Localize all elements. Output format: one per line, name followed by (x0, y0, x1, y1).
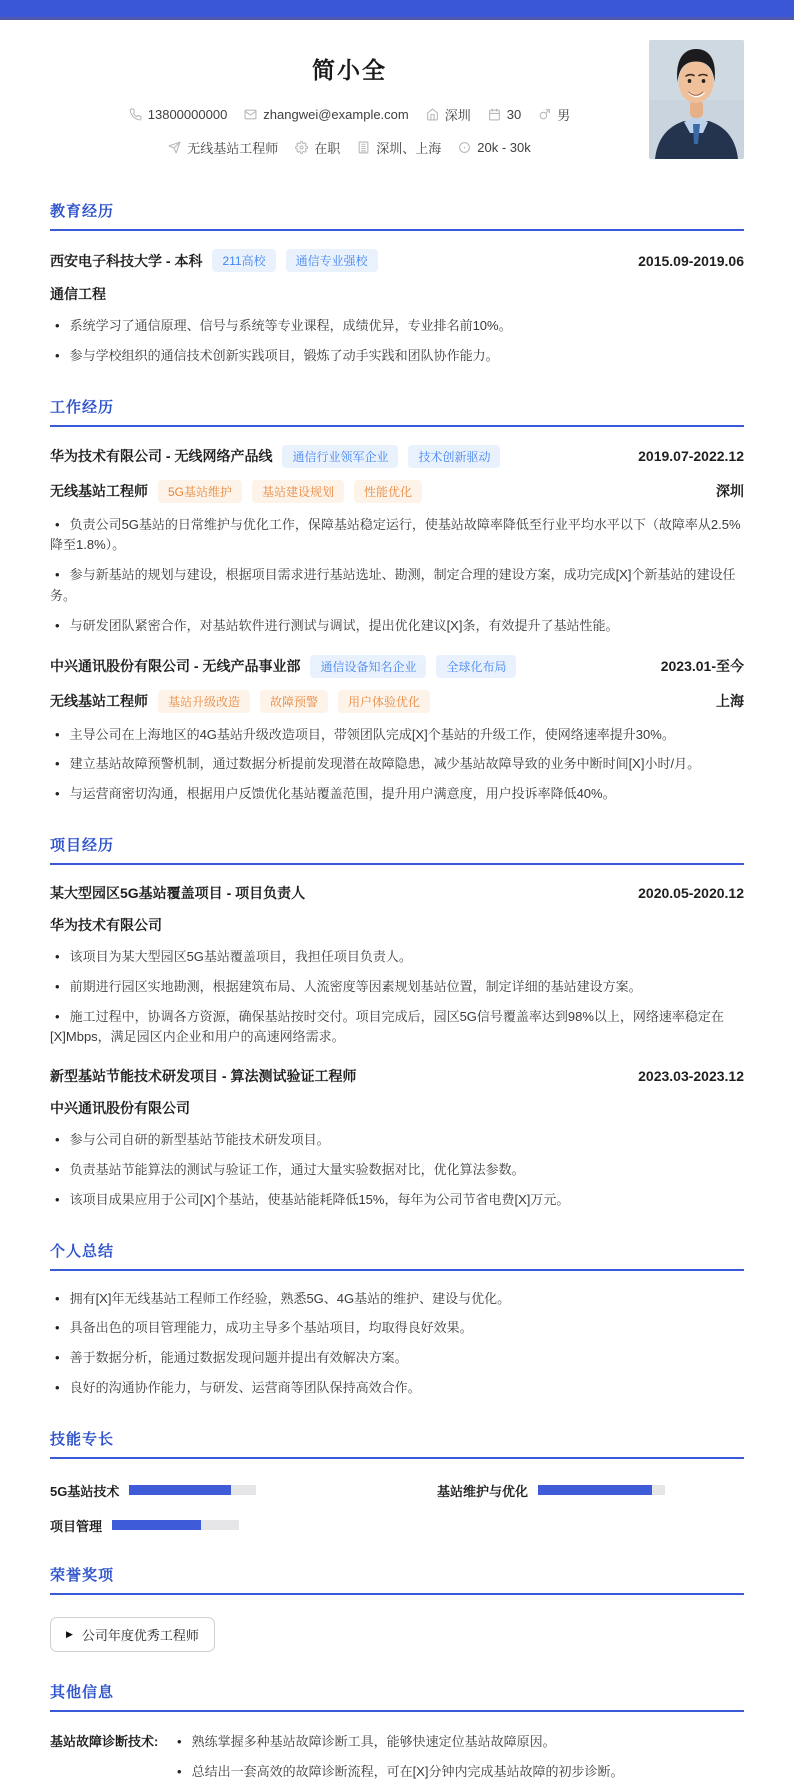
bullet-item: • 主导公司在上海地区的4G基站升级改造项目，带领团队完成[X]个基站的升级工作，使网络速率提升30%。 (50, 725, 744, 746)
other-info-label: 基站故障诊断技术: (50, 1733, 159, 1749)
salary-icon (458, 141, 471, 154)
company-name: 华为技术有限公司 - 无线网络产品线 (50, 448, 273, 465)
paper-plane-icon (168, 141, 181, 154)
phone-icon (129, 108, 142, 121)
mail-icon (244, 108, 257, 121)
section-honors (50, 1564, 744, 1652)
resume-page (0, 20, 794, 1791)
contact-email (244, 107, 408, 122)
education-date: 2015.09-2019.06 (638, 252, 744, 269)
section-work (50, 396, 744, 805)
home-icon (426, 108, 439, 121)
honor-item-button[interactable] (50, 1617, 215, 1652)
education-major: 通信工程 (50, 286, 106, 302)
section-title-other: 其他信息 (50, 1681, 744, 1712)
work-entry (50, 445, 744, 637)
work-location: 上海 (716, 693, 744, 710)
skill-name: 项目管理 (50, 1518, 103, 1534)
email-text: zhangwei@example.com (263, 107, 409, 122)
contact-job-title (168, 138, 278, 157)
city-text: 深圳 (444, 108, 471, 123)
role-title: 无线基站工程师 (50, 483, 148, 500)
company-tag: 通信行业领军企业 (282, 445, 398, 468)
role-tag: 故障预警 (260, 690, 328, 713)
intent-cities-text: 深圳、上海 (376, 141, 442, 156)
phone-text: 13800000000 (147, 107, 228, 122)
skill-name: 5G基站技术 (50, 1483, 120, 1499)
status-text: 在职 (314, 141, 341, 156)
section-other (50, 1681, 744, 1791)
bullet-item: • 良好的沟通协作能力，与研发、运营商等团队保持高效合作。 (50, 1378, 744, 1399)
contact-age (488, 107, 521, 122)
section-title-work: 工作经历 (50, 396, 744, 427)
bullet-item: • 该项目为某大型园区5G基站覆盖项目，我担任项目负责人。 (50, 947, 744, 968)
skill-item (50, 1516, 357, 1535)
top-accent-bar (0, 0, 794, 20)
bullet-item: • 熟练掌握多种基站故障诊断工具，能够快速定位基站故障原因。 (172, 1732, 744, 1753)
project-entry (50, 1066, 744, 1210)
profile-photo-illustration (649, 40, 744, 159)
project-name: 某大型园区5G基站覆盖项目 - 项目负责人 (50, 884, 306, 901)
role-tag: 用户体验优化 (338, 690, 430, 713)
section-summary (50, 1240, 744, 1399)
other-info-bullets (172, 1732, 744, 1791)
contact-row-2 (50, 138, 649, 157)
role-tag: 基站建设规划 (252, 480, 344, 503)
education-tag: 通信专业强校 (286, 249, 378, 272)
bullet-item: • 参与公司自研的新型基站节能技术研发项目。 (50, 1130, 744, 1151)
contact-row-1 (50, 105, 649, 124)
contact-city (426, 105, 471, 124)
bullet-item: • 系统学习了通信原理、信号与系统等专业课程，成绩优异，专业排名前10%。 (50, 316, 744, 337)
bullet-item: • 拥有[X]年无线基站工程师工作经验，熟悉5G、4G基站的维护、建设与优化。 (50, 1289, 744, 1310)
company-tag: 全球化布局 (436, 655, 516, 678)
contact-intent-cities (357, 138, 441, 157)
header-info (50, 36, 649, 171)
bullet-item: • 建立基站故障预警机制，通过数据分析提前发现潜在故障隐患，减少基站故障导致的业务中断时间[X]小时/月。 (50, 754, 744, 775)
section-title-projects: 项目经历 (50, 834, 744, 865)
salary-text: 20k - 30k (477, 140, 531, 155)
summary-body (50, 1289, 744, 1399)
contact-status (295, 138, 340, 157)
candidate-name: 简小全 (312, 57, 387, 83)
section-title-summary: 个人总结 (50, 1240, 744, 1271)
gender-text: 男 (557, 108, 571, 123)
project-date: 2023.03-2023.12 (638, 1068, 744, 1085)
bullet-item: • 与运营商密切沟通，根据用户反馈优化基站覆盖范围，提升用户满意度，用户投诉率降低40%。 (50, 784, 744, 805)
contact-salary (458, 140, 530, 155)
profile-photo (649, 40, 744, 159)
project-date: 2020.05-2020.12 (638, 884, 744, 901)
role-tag: 5G基站维护 (158, 480, 242, 503)
honor-label: 公司年度优秀工程师 (81, 1627, 199, 1643)
section-title-skills: 技能专长 (50, 1428, 744, 1459)
section-skills (50, 1428, 744, 1535)
role-title: 无线基站工程师 (50, 693, 148, 710)
section-education (50, 200, 744, 367)
skill-bar-track (129, 1485, 256, 1495)
work-date: 2019.07-2022.12 (638, 448, 744, 465)
skill-bar-fill (112, 1520, 201, 1530)
section-title-education: 教育经历 (50, 200, 744, 231)
resume-header (50, 20, 744, 171)
other-info-row (50, 1732, 744, 1791)
bullet-item: • 总结出一套高效的故障诊断流程，可在[X]分钟内完成基站故障的初步诊断。 (172, 1762, 744, 1783)
school-name: 西安电子科技大学 - 本科 (50, 252, 203, 269)
bullet-item: • 负责公司5G基站的日常维护与优化工作，保障基站稳定运行，使基站故障率降低至行业平均水平以下（故障率从2.5%降至1.8%）。 (50, 515, 744, 557)
skill-item (437, 1481, 744, 1500)
bullet-item: • 负责基站节能算法的测试与验证工作，通过大量实验数据对比，优化算法参数。 (50, 1160, 744, 1181)
bullet-item: • 具备出色的项目管理能力，成功主导多个基站项目，均取得良好效果。 (50, 1318, 744, 1339)
education-entry (50, 249, 744, 367)
contact-gender (538, 105, 570, 124)
company-name: 中兴通讯股份有限公司 - 无线产品事业部 (50, 658, 301, 675)
bullet-item: • 参与新基站的规划与建设，根据项目需求进行基站选址、勘测，制定合理的建设方案，成功完成[X]个新基站的建设任务。 (50, 565, 744, 607)
job-title-text: 无线基站工程师 (187, 141, 279, 156)
building-icon (357, 141, 370, 154)
triangle-play-icon: ▶ (66, 1628, 73, 1639)
skill-bar-track (538, 1485, 665, 1495)
skill-bar-fill (129, 1485, 231, 1495)
company-tag: 通信设备知名企业 (310, 655, 426, 678)
contact-phone (129, 107, 228, 122)
skill-bar-track (112, 1520, 239, 1530)
project-company: 华为技术有限公司 (50, 916, 162, 933)
gear-icon (295, 141, 308, 154)
role-tag: 性能优化 (354, 480, 422, 503)
project-entry (50, 883, 744, 1048)
bullet-item: • 参与学校组织的通信技术创新实践项目，锻炼了动手实践和团队协作能力。 (50, 346, 744, 367)
section-title-honors: 荣誉奖项 (50, 1564, 744, 1595)
skill-name: 基站维护与优化 (437, 1483, 529, 1499)
project-name: 新型基站节能技术研发项目 - 算法测试验证工程师 (50, 1068, 357, 1085)
section-projects (50, 834, 744, 1211)
work-entry (50, 655, 744, 805)
role-tag: 基站升级改造 (158, 690, 250, 713)
company-tag: 技术创新驱动 (408, 445, 500, 468)
bullet-item: • 该项目成果应用于公司[X]个基站，使基站能耗降低15%，每年为公司节省电费[X]万元。 (50, 1190, 744, 1211)
bullet-item: • 前期进行园区实地勘测，根据建筑布局、人流密度等因素规划基站位置，制定详细的基站建设方案。 (50, 977, 744, 998)
bullet-item: • 施工过程中，协调各方资源，确保基站按时交付。项目完成后，园区5G信号覆盖率达到98%以上，网络速率稳定在[X]Mbps，满足园区内企业和用户的高速网络需求。 (50, 1007, 744, 1049)
skill-bar-fill (538, 1485, 652, 1495)
age-text: 30 (506, 107, 522, 122)
skills-grid (50, 1481, 744, 1535)
age-icon (488, 108, 501, 121)
bullet-item: • 善于数据分析，能通过数据发现问题并提出有效解决方案。 (50, 1348, 744, 1369)
bullet-item: • 与研发团队紧密合作，对基站软件进行测试与调试，提出优化建议[X]条，有效提升了基站性能。 (50, 616, 744, 637)
work-date: 2023.01-至今 (660, 658, 744, 675)
project-company: 中兴通讯股份有限公司 (50, 1100, 190, 1117)
gender-icon (538, 108, 551, 121)
education-tag: 211高校 (212, 249, 275, 272)
skill-item (50, 1481, 357, 1500)
work-location: 深圳 (716, 483, 744, 500)
